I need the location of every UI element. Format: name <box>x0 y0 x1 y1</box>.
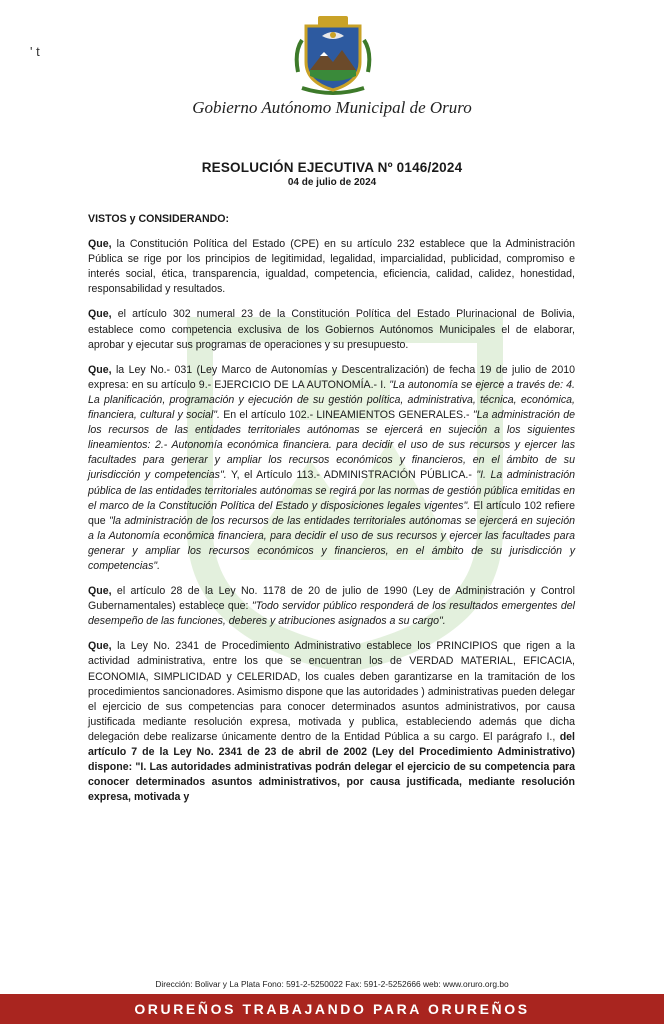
paragraph-cpe-302 <box>88 307 575 352</box>
bold-text: del artículo 7 de la Ley No. 2341 de 23 de abril de 2002 (Ley del Procedimiento Administrativo) dispone: "I. Las autoridades administrativas podrán delegar el ejercicio de su competencia para conocer determinados asuntos administrativos, por causa justificada, mediante resolución expresa, motivada y <box>88 730 575 804</box>
resolution-date: 04 de julio de 2024 <box>287 177 377 188</box>
stray-mark: ' t <box>30 44 40 59</box>
footer-slogan: ORUREÑOS TRABAJANDO PARA ORUREÑOS <box>134 1001 530 1017</box>
quoted-text: "La administración de los recursos de las entidades territoriales autónomas se ejercerá en sujeción a los siguientes lineamientos: 2.- Autonomía económica financiera. para decidir el uso de sus recursos y ejercer las facultades para generar y ampliar los recursos económicos y financieros, en el ámbito de su jurisdicción y competencias". <box>88 409 576 482</box>
government-name: Gobierno Autónomo Municipal de Oruro <box>192 98 472 117</box>
paragraph-lead: Que, <box>88 238 112 251</box>
paragraph-text: Y, el Artículo 113.- ADMINISTRACIÓN PÚBLICA.- <box>230 469 472 482</box>
paragraph-text: la Ley No. 2341 de Procedimiento Administrativo establece los PRINCIPIOS que rigen a la actividad administrativa, entre los que se encuentran los de VERDAD MATERIAL, EFICACIA, ECONOMIA, SIMPLICIDAD y CELERIDAD, los cuales deben garantizarse en la tramitación de los procedimientos sancionadores. Asimismo dispone que las autoridades ) administrativas pueden delegar el ejercicio de sus competencias para conocer determinados asuntos administrativos, por causa justificada mediante resolución expresa, motivada y publica, estableciendo además que dicha delegación debe realizarse únicamente dentro de la Entidad Pública a su cargo. El parágrafo I., <box>88 640 576 743</box>
paragraph-cpe-232 <box>88 237 575 297</box>
footer-address: Dirección: Bolivar y La Plata Fono: 591-2-5250022 Fax: 591-2-5252666 web: www.oruro.org.bo <box>155 979 509 989</box>
paragraph-lead: Que, <box>88 363 112 376</box>
paragraph-text: El artículo 102 refiere que <box>88 499 575 527</box>
paragraph-text: el artículo 302 numeral 23 de la Constitución Política del Estado Plurinacional de Bolivia, establece como competencia exclusiva de los Gobiernos Autónomos Municipales el de elaborar, aprobar y ejecutar sus programas de operaciones y su presupuesto. <box>88 308 575 351</box>
paragraph-lead: Que, <box>88 308 112 321</box>
paragraph-text: el artículo 28 de la Ley No. 1178 de 20 de julio de 1990 (Ley de Administración y Control Gubernamentales) establece que: <box>88 585 575 613</box>
resolution-title: RESOLUCIÓN EJECUTIVA Nº 0146/2024 <box>201 160 463 175</box>
paragraph-lead: Que, <box>88 585 112 598</box>
municipal-coat-of-arms-icon <box>292 12 374 96</box>
section-heading: VISTOS y CONSIDERANDO: <box>88 213 230 225</box>
quoted-text: "la administración de los recursos de las entidades territoriales autónomas se ejercerá en sujeción a la Autonomía económica financiera, para decidir el uso de sus recursos y ejercer las facultades para generar y ampliar los recursos económicos y financieros, en el ámbito de su jurisdicción y competencias". <box>88 514 575 572</box>
paragraph-text: la Constitución Política del Estado (CPE) en su artículo 232 establece que la Administración Pública se rige por los principios de legitimidad, legalidad, imparcialidad, publicidad, compromiso e interés social, ética, transparencia, igualdad, competencia, eficiencia, calidad, calidez, honestidad, responsabilidad y resultados. <box>88 238 575 296</box>
quoted-text: "Todo servidor público responderá de los resultados emergentes del desempeño de las funciones, deberes y atribuciones asignados a su cargo". <box>88 600 575 628</box>
paragraph-ley-031 <box>88 363 575 574</box>
paragraph-lead: Que, <box>88 640 112 653</box>
paragraph-text: En el artículo 102.- LINEAMIENTOS GENERALES.- <box>223 409 470 422</box>
quoted-text: "I. La administración pública de las entidades territoriales autónomas se regirá por las normas de gestión pública emitidas en el marco de la Constitución Política del Estado y disposiciones legales vigentes". <box>88 469 575 512</box>
footer-band <box>0 994 664 1024</box>
quoted-text: "La autonomía se ejerce a través de: 4. La planificación, programación y ejecución de su gestión política, administrativa, técnica, económica, financiera, cultural y social". <box>88 378 575 422</box>
paragraph-text: la Ley No.- 031 (Ley Marco de Autonomías y Descentralización) de fecha 19 de julio de 2010 expresa: en su artículo 9.- EJERCICIO DE LA AUTONOMÍA.- I. <box>88 363 575 391</box>
paragraph-ley-2341 <box>88 639 575 805</box>
resolution-body <box>88 212 575 815</box>
paragraph-ley-1178 <box>88 584 575 629</box>
